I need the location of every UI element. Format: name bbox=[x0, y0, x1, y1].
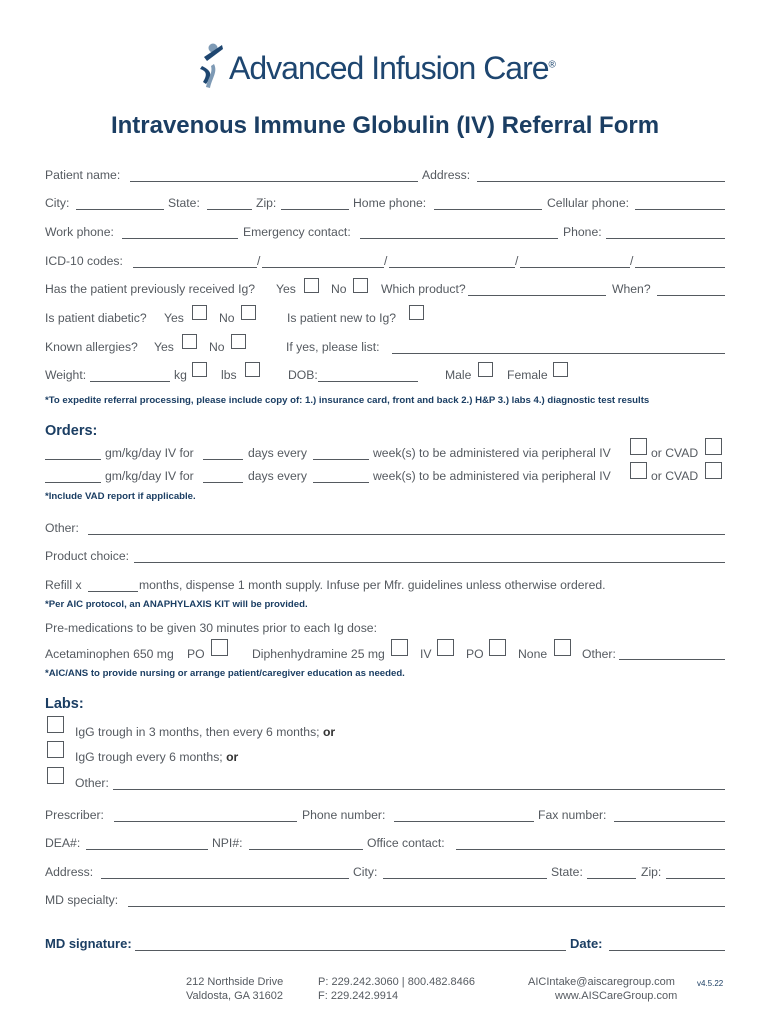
icd-code-field-4[interactable] bbox=[520, 267, 630, 268]
npi-label: NPI#: bbox=[212, 836, 243, 850]
emergency-phone-field[interactable] bbox=[606, 238, 725, 239]
order-1-peripheral-iv-checkbox[interactable] bbox=[630, 438, 647, 455]
address-field[interactable] bbox=[477, 181, 725, 182]
new-to-ig-label: Is patient new to Ig? bbox=[287, 311, 397, 325]
diphenhydramine-iv-label: IV bbox=[420, 647, 432, 661]
diphenhydramine-label: Diphenhydramine 25 mg bbox=[252, 647, 385, 661]
footer-email[interactable]: AICIntake@aiscaregroup.com bbox=[528, 976, 675, 988]
icd-code-field-1[interactable] bbox=[133, 267, 257, 268]
date-label: Date: bbox=[570, 936, 603, 951]
female-checkbox[interactable] bbox=[553, 362, 568, 377]
prescriber-state-label: State: bbox=[551, 865, 583, 879]
home-phone-label: Home phone: bbox=[353, 196, 427, 210]
when-field[interactable] bbox=[657, 295, 725, 296]
footer-fax: F: 229.242.9914 bbox=[318, 990, 399, 1002]
labs-other-checkbox[interactable] bbox=[47, 767, 64, 784]
address-label: Address: bbox=[422, 168, 471, 182]
which-product-field[interactable] bbox=[468, 295, 606, 296]
md-signature-label: MD signature: bbox=[45, 936, 132, 951]
date-field[interactable] bbox=[609, 950, 725, 951]
vad-note: *Include VAD report if applicable. bbox=[45, 491, 196, 502]
premed-none-label: None bbox=[518, 647, 548, 661]
prev-ig-no-checkbox[interactable] bbox=[353, 278, 368, 293]
premed-other-label: Other: bbox=[582, 647, 616, 661]
prescriber-phone-field[interactable] bbox=[394, 821, 534, 822]
prev-ig-label: Has the patient previously received Ig? bbox=[45, 282, 256, 296]
kg-checkbox[interactable] bbox=[192, 362, 207, 377]
weight-field[interactable] bbox=[90, 381, 170, 382]
dea-field[interactable] bbox=[86, 849, 208, 850]
diabetic-no-checkbox[interactable] bbox=[241, 305, 256, 320]
aic-note: *AIC/ANS to provide nursing or arrange patient/caregiver education as needed. bbox=[45, 668, 405, 679]
order-1-weeks-field[interactable] bbox=[313, 459, 369, 460]
diphenhydramine-iv-checkbox[interactable] bbox=[437, 639, 454, 656]
emergency-contact-field[interactable] bbox=[360, 238, 558, 239]
zip-field[interactable] bbox=[281, 209, 349, 210]
labs-option-2-label: IgG trough every 6 months; or bbox=[75, 750, 239, 764]
logo-brand-text: Advanced Infusion Care® bbox=[229, 50, 555, 86]
state-label: State: bbox=[168, 196, 200, 210]
product-choice-field[interactable] bbox=[134, 562, 725, 563]
lbs-checkbox[interactable] bbox=[245, 362, 260, 377]
anaphylaxis-note: *Per AIC protocol, an ANAPHYLAXIS KIT will be provided. bbox=[45, 599, 308, 610]
refill-suffix: months, dispense 1 month supply. Infuse per Mfr. guidelines unless otherwise ordered. bbox=[139, 578, 606, 592]
when-label: When? bbox=[612, 282, 651, 296]
order-1-cvad-checkbox[interactable] bbox=[705, 438, 722, 455]
diphenhydramine-po-checkbox[interactable] bbox=[489, 639, 506, 656]
footer-phone: P: 229.242.3060 | 800.482.8466 bbox=[318, 976, 475, 988]
md-specialty-label: MD specialty: bbox=[45, 893, 119, 907]
acetaminophen-label: Acetaminophen 650 mg bbox=[45, 647, 174, 661]
icd-code-field-2[interactable] bbox=[262, 267, 384, 268]
prescriber-city-field[interactable] bbox=[383, 878, 547, 879]
weight-label: Weight: bbox=[45, 368, 87, 382]
premed-other-field[interactable] bbox=[619, 659, 725, 660]
dea-label: DEA#: bbox=[45, 836, 81, 850]
lbs-label: lbs bbox=[221, 368, 237, 382]
order-2-dose-unit: gm/kg/day IV for bbox=[105, 469, 194, 483]
acetaminophen-po-checkbox[interactable] bbox=[211, 639, 228, 656]
footer-website[interactable]: www.AISCareGroup.com bbox=[555, 990, 678, 1002]
emergency-contact-label: Emergency contact: bbox=[243, 225, 351, 239]
order-1-weeks-text: week(s) to be administered via peripheral IV bbox=[373, 446, 611, 460]
order-1-days-every: days every bbox=[248, 446, 307, 460]
work-phone-label: Work phone: bbox=[45, 225, 114, 239]
icd-separator: / bbox=[630, 254, 634, 268]
footer-version: v4.5.22 bbox=[697, 979, 724, 988]
expedite-note: *To expedite referral processing, please include copy of: 1.) insurance card, front and back 2.) H&P 3.) labs 4.) diagnostic test results bbox=[45, 395, 650, 406]
form-title: Intravenous Immune Globulin (IV) Referral Form bbox=[110, 112, 660, 139]
dob-label: DOB: bbox=[288, 368, 318, 382]
order-2-days-field[interactable] bbox=[203, 482, 243, 483]
icd-code-field-3[interactable] bbox=[389, 267, 515, 268]
order-1-dose-field[interactable] bbox=[45, 459, 101, 460]
allergy-list-label: If yes, please list: bbox=[286, 340, 380, 354]
labs-option-1-checkbox[interactable] bbox=[47, 716, 64, 733]
prescriber-field[interactable] bbox=[114, 821, 297, 822]
orders-other-field[interactable] bbox=[88, 534, 725, 535]
premed-none-checkbox[interactable] bbox=[554, 639, 571, 656]
icd-code-field-5[interactable] bbox=[635, 267, 725, 268]
prescriber-phone-label: Phone number: bbox=[302, 808, 386, 822]
cell-phone-label: Cellular phone: bbox=[547, 196, 629, 210]
labs-heading: Labs: bbox=[45, 696, 84, 712]
premed-label: Pre-medications to be given 30 minutes prior to each Ig dose: bbox=[45, 621, 377, 635]
work-phone-field[interactable] bbox=[122, 238, 238, 239]
prev-ig-yes-checkbox[interactable] bbox=[304, 278, 319, 293]
male-checkbox[interactable] bbox=[478, 362, 493, 377]
icd-separator: / bbox=[515, 254, 519, 268]
diphenhydramine-po-label: PO bbox=[466, 647, 484, 661]
order-2-dose-field[interactable] bbox=[45, 482, 101, 483]
acetaminophen-po-label: PO bbox=[187, 647, 205, 661]
dob-field[interactable] bbox=[318, 381, 418, 382]
prev-ig-no-label: No bbox=[331, 282, 347, 296]
office-contact-field[interactable] bbox=[456, 849, 725, 850]
labs-other-field[interactable] bbox=[113, 789, 725, 790]
diabetic-label: Is patient diabetic? bbox=[45, 311, 147, 325]
emergency-phone-label: Phone: bbox=[563, 225, 602, 239]
orders-heading: Orders: bbox=[45, 423, 98, 439]
order-1-or-cvad: or CVAD bbox=[651, 446, 699, 460]
footer-address-line-2: Valdosta, GA 31602 bbox=[186, 990, 284, 1002]
order-2-peripheral-iv-checkbox[interactable] bbox=[630, 462, 647, 479]
male-label: Male bbox=[445, 368, 472, 382]
prescriber-state-field[interactable] bbox=[587, 878, 636, 879]
order-2-cvad-checkbox[interactable] bbox=[705, 462, 722, 479]
icd-label: ICD-10 codes: bbox=[45, 254, 123, 268]
diabetic-yes-checkbox[interactable] bbox=[192, 305, 207, 320]
diabetic-yes-label: Yes bbox=[164, 311, 184, 325]
which-product-label: Which product? bbox=[381, 282, 466, 296]
order-1-days-field[interactable] bbox=[203, 459, 243, 460]
prescriber-address-field[interactable] bbox=[101, 878, 349, 879]
diphenhydramine-checkbox[interactable] bbox=[391, 639, 408, 656]
city-field[interactable] bbox=[76, 209, 164, 210]
office-contact-label: Office contact: bbox=[367, 836, 445, 850]
city-label: City: bbox=[45, 196, 70, 210]
labs-other-label: Other: bbox=[75, 776, 109, 790]
labs-option-2-checkbox[interactable] bbox=[47, 741, 64, 758]
allergy-list-field[interactable] bbox=[392, 353, 725, 354]
allergies-no-label: No bbox=[209, 340, 225, 354]
orders-other-label: Other: bbox=[45, 521, 79, 535]
labs-option-1-label: IgG trough in 3 months, then every 6 months; or bbox=[75, 725, 336, 739]
order-2-days-every: days every bbox=[248, 469, 307, 483]
prescriber-address-label: Address: bbox=[45, 865, 94, 879]
kg-label: kg bbox=[174, 368, 187, 382]
fax-label: Fax number: bbox=[538, 808, 607, 822]
state-field[interactable] bbox=[207, 209, 252, 210]
allergies-yes-label: Yes bbox=[154, 340, 174, 354]
order-2-weeks-field[interactable] bbox=[313, 482, 369, 483]
female-label: Female bbox=[507, 368, 548, 382]
new-to-ig-checkbox[interactable] bbox=[409, 305, 424, 320]
logo-figure-icon bbox=[196, 40, 228, 92]
patient-name-label: Patient name: bbox=[45, 168, 121, 182]
npi-field[interactable] bbox=[249, 849, 363, 850]
prescriber-zip-label: Zip: bbox=[641, 865, 662, 879]
allergies-no-checkbox[interactable] bbox=[231, 334, 246, 349]
order-2-or-cvad: or CVAD bbox=[651, 469, 699, 483]
icd-separator: / bbox=[257, 254, 261, 268]
patient-name-field[interactable] bbox=[130, 181, 418, 182]
refill-months-field[interactable] bbox=[88, 591, 138, 592]
zip-label: Zip: bbox=[256, 196, 277, 210]
fax-field[interactable] bbox=[614, 821, 725, 822]
refill-prefix: Refill x bbox=[45, 578, 82, 592]
prescriber-label: Prescriber: bbox=[45, 808, 104, 822]
cell-phone-field[interactable] bbox=[635, 209, 725, 210]
order-1-dose-unit: gm/kg/day IV for bbox=[105, 446, 194, 460]
icd-separator: / bbox=[384, 254, 388, 268]
diabetic-no-label: No bbox=[219, 311, 235, 325]
home-phone-field[interactable] bbox=[434, 209, 542, 210]
product-choice-label: Product choice: bbox=[45, 549, 130, 563]
allergies-yes-checkbox[interactable] bbox=[182, 334, 197, 349]
allergies-label: Known allergies? bbox=[45, 340, 138, 354]
order-2-weeks-text: week(s) to be administered via peripheral IV bbox=[373, 469, 611, 483]
md-signature-field[interactable] bbox=[135, 950, 566, 951]
prescriber-city-label: City: bbox=[353, 865, 378, 879]
prescriber-zip-field[interactable] bbox=[666, 878, 725, 879]
prev-ig-yes-label: Yes bbox=[276, 282, 296, 296]
footer-address-line-1: 212 Northside Drive bbox=[186, 976, 284, 988]
md-specialty-field[interactable] bbox=[128, 906, 725, 907]
